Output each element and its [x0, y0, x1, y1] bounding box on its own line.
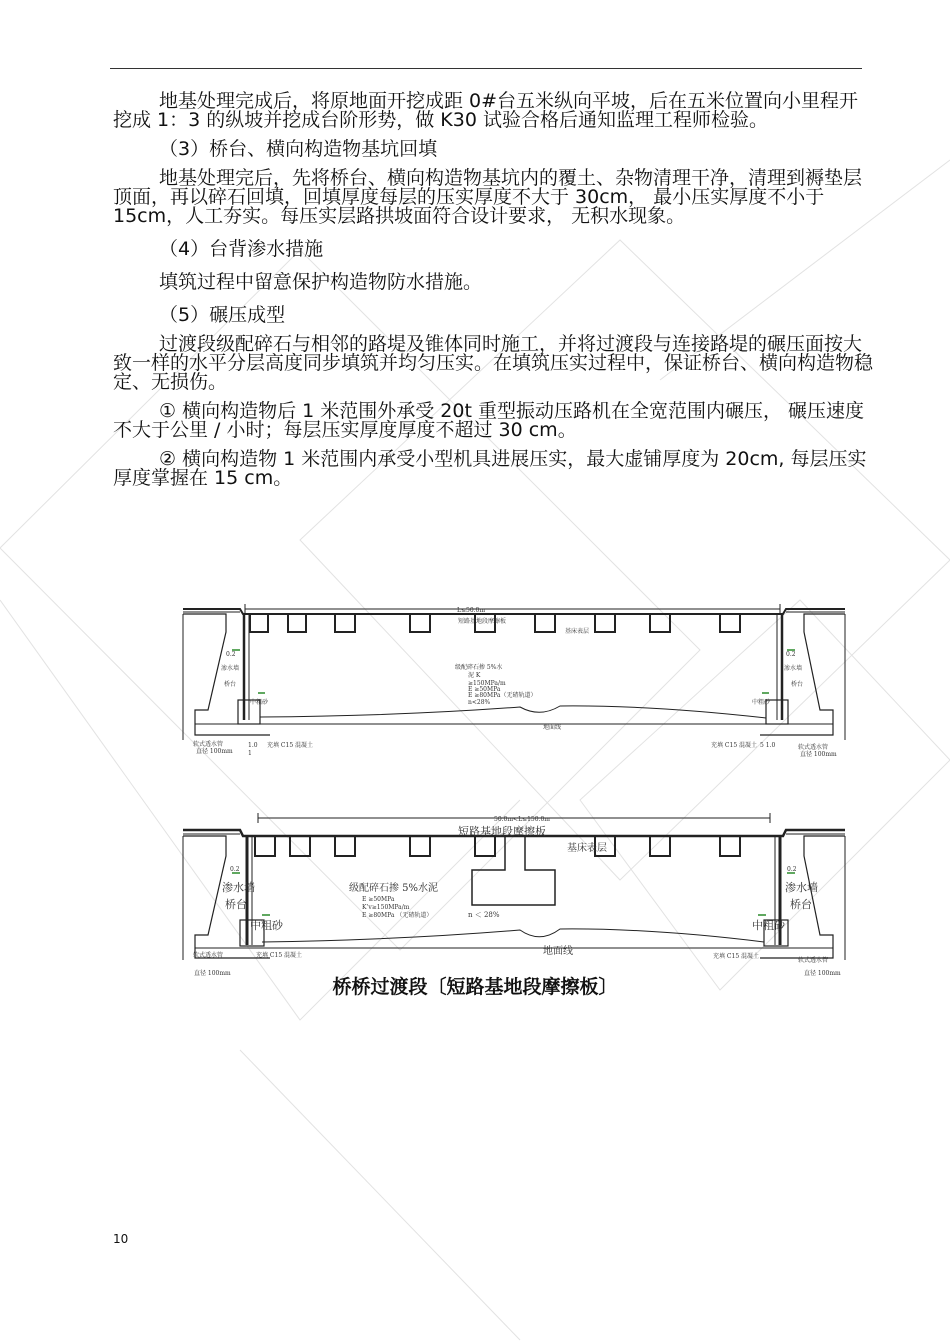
- fig1-concrete-right: 充填 C15 混凝土: [711, 742, 758, 749]
- fig1-pipe-left-dia: 直径 100mm: [196, 748, 233, 755]
- fig1-v02-left: 0.2: [226, 651, 236, 658]
- fig2-plate: 短路基地段摩擦板: [458, 825, 546, 838]
- fig1-mat3: ≥150MPa/m: [468, 680, 506, 687]
- fig1-seep-right: 渗水墙: [784, 665, 803, 672]
- fig1-sand-right: 中粗砂: [752, 699, 771, 706]
- fig1-concrete-left: 充填 C15 混凝土: [267, 742, 314, 749]
- heading-compaction: （5）碾压成型: [159, 304, 286, 326]
- fig1-ground: 地面线: [543, 724, 562, 731]
- fig1-mat2: 泥 K: [468, 672, 481, 679]
- fig1-mat6: n<28%: [468, 699, 491, 706]
- fig2-mat4: E ≥80MPa （无碴轨道）: [362, 912, 433, 919]
- fig2-pipe-left: 软式透水管: [193, 952, 224, 959]
- fig1-dim-right: 5 1.0: [760, 742, 776, 749]
- fig1-pipe-right-dia: 直径 100mm: [800, 751, 837, 758]
- fig2-v02-right: 0.2: [787, 866, 797, 873]
- fig1-dim-left: 1.0: [248, 742, 258, 749]
- fig2-concrete-right: 充填 C15 混凝土: [713, 953, 760, 960]
- fig2-sand-left: 中粗砂: [250, 919, 283, 932]
- fig2-ground: 地面线: [543, 946, 573, 957]
- fig2-concrete-left: 充填 C15 混凝土: [256, 952, 303, 959]
- fig1-span: L≤50.0m: [457, 607, 486, 614]
- paragraph-backfill: 地基处理完后，先将桥台、横向构造物基坑内的覆土、杂物清理干净，清理到褥垫层顶面，再以碎石回填，回填厚度每层的压实厚度不大于 30cm， 最小压实厚度不小于 15cm，人工夯实。每压实层路拱坡面符合设计要求， 无积水现象。: [113, 167, 863, 227]
- fig1-mat1: 级配碎石掺 5%水: [455, 664, 503, 671]
- fig2-sand-right: 中粗砂: [752, 919, 785, 932]
- fig1-v02-right: 0.2: [786, 651, 796, 658]
- figure-short-span: [183, 604, 845, 740]
- paragraph-compaction: 过渡段级配碎石与相邻的路堤及锥体同时施工，并将过渡段与连接路堤的碾压面按大致一样的水平分层高度同步填筑并均匀压实。在填筑压实过程中，保证桥台、横向构造物稳定、无损伤。: [113, 333, 874, 393]
- heading-backfill: （3）桥台、横向构造物基坑回填: [159, 138, 438, 160]
- fig1-pipe-right: 软式透水管: [798, 744, 829, 751]
- page-number: 10: [113, 1232, 129, 1246]
- fig2-seep-right: 渗水墙: [785, 881, 818, 894]
- fig2-abut-right: 桥台: [790, 898, 812, 911]
- fig2-mat1: 级配碎石掺 5%水泥: [349, 883, 439, 894]
- fig2-layer: 基床表层: [567, 843, 607, 854]
- figure-caption: 桥桥过渡段〔短路基地段摩擦板〕: [332, 976, 618, 998]
- fig2-mat3: K’v≥150MPa/m: [362, 904, 410, 911]
- fig1-layer: 基床表层: [565, 628, 590, 635]
- fig1-abut-left: 桥台: [224, 681, 237, 688]
- fig1-pipe-left: 软式透水管: [193, 741, 224, 748]
- fig2-seep-left: 渗水墙: [222, 881, 255, 894]
- paragraph-seepage: 填筑过程中留意保护构造物防水措施。: [159, 271, 483, 293]
- fig1-mat4: E ≥50MPa: [468, 686, 501, 693]
- fig1-sand-left: 中粗砂: [250, 699, 269, 706]
- heading-seepage: （4）台背渗水措施: [159, 238, 324, 260]
- fig2-pipe-left-dia: 直径 100mm: [194, 970, 231, 977]
- fig1-seep-left: 渗水墙: [221, 665, 240, 672]
- paragraph-small-machinery: ② 横向构造物 1 米范围内承受小型机具进展压实，最大虚铺厚度为 20cm, 每层压实厚度掌握在 15 cm。: [113, 448, 867, 489]
- fig1-dim-left-2: 1: [248, 750, 252, 757]
- fig2-mat2: E ≥50MPa: [362, 896, 395, 903]
- fig2-pipe-right-dia: 直径 100mm: [804, 970, 841, 977]
- fig2-mat5: n ＜ 28%: [468, 911, 500, 919]
- fig2-v02-left: 0.2: [230, 866, 240, 873]
- fig2-pipe-right: 软式透水管: [798, 957, 829, 964]
- fig1-abut-right: 桥台: [791, 681, 804, 688]
- paragraph-foundation-excavation: 地基处理完成后，将原地面开挖成距 0#台五米纵向平坡，后在五米位置向小里程开挖成 1：3 的纵坡并挖成台阶形势，做 K30 试验合格后通知监理工程师检验。: [113, 90, 859, 131]
- fig2-span: 50.0m<L≤150.0m: [494, 816, 550, 823]
- paragraph-heavy-roller: ① 横向构造物后 1 米范围外承受 20t 重型振动压路机在全宽范围内碾压， 碾压速度不大于公里 / 小时；每层压实厚度厚度不超过 30 cm。: [113, 400, 864, 441]
- fig2-abut-left: 桥台: [225, 898, 247, 911]
- fig1-plate: 短路基地段摩擦板: [458, 618, 507, 625]
- fig1-mat5: E ≥80MPa（无碴轨道）: [468, 692, 537, 699]
